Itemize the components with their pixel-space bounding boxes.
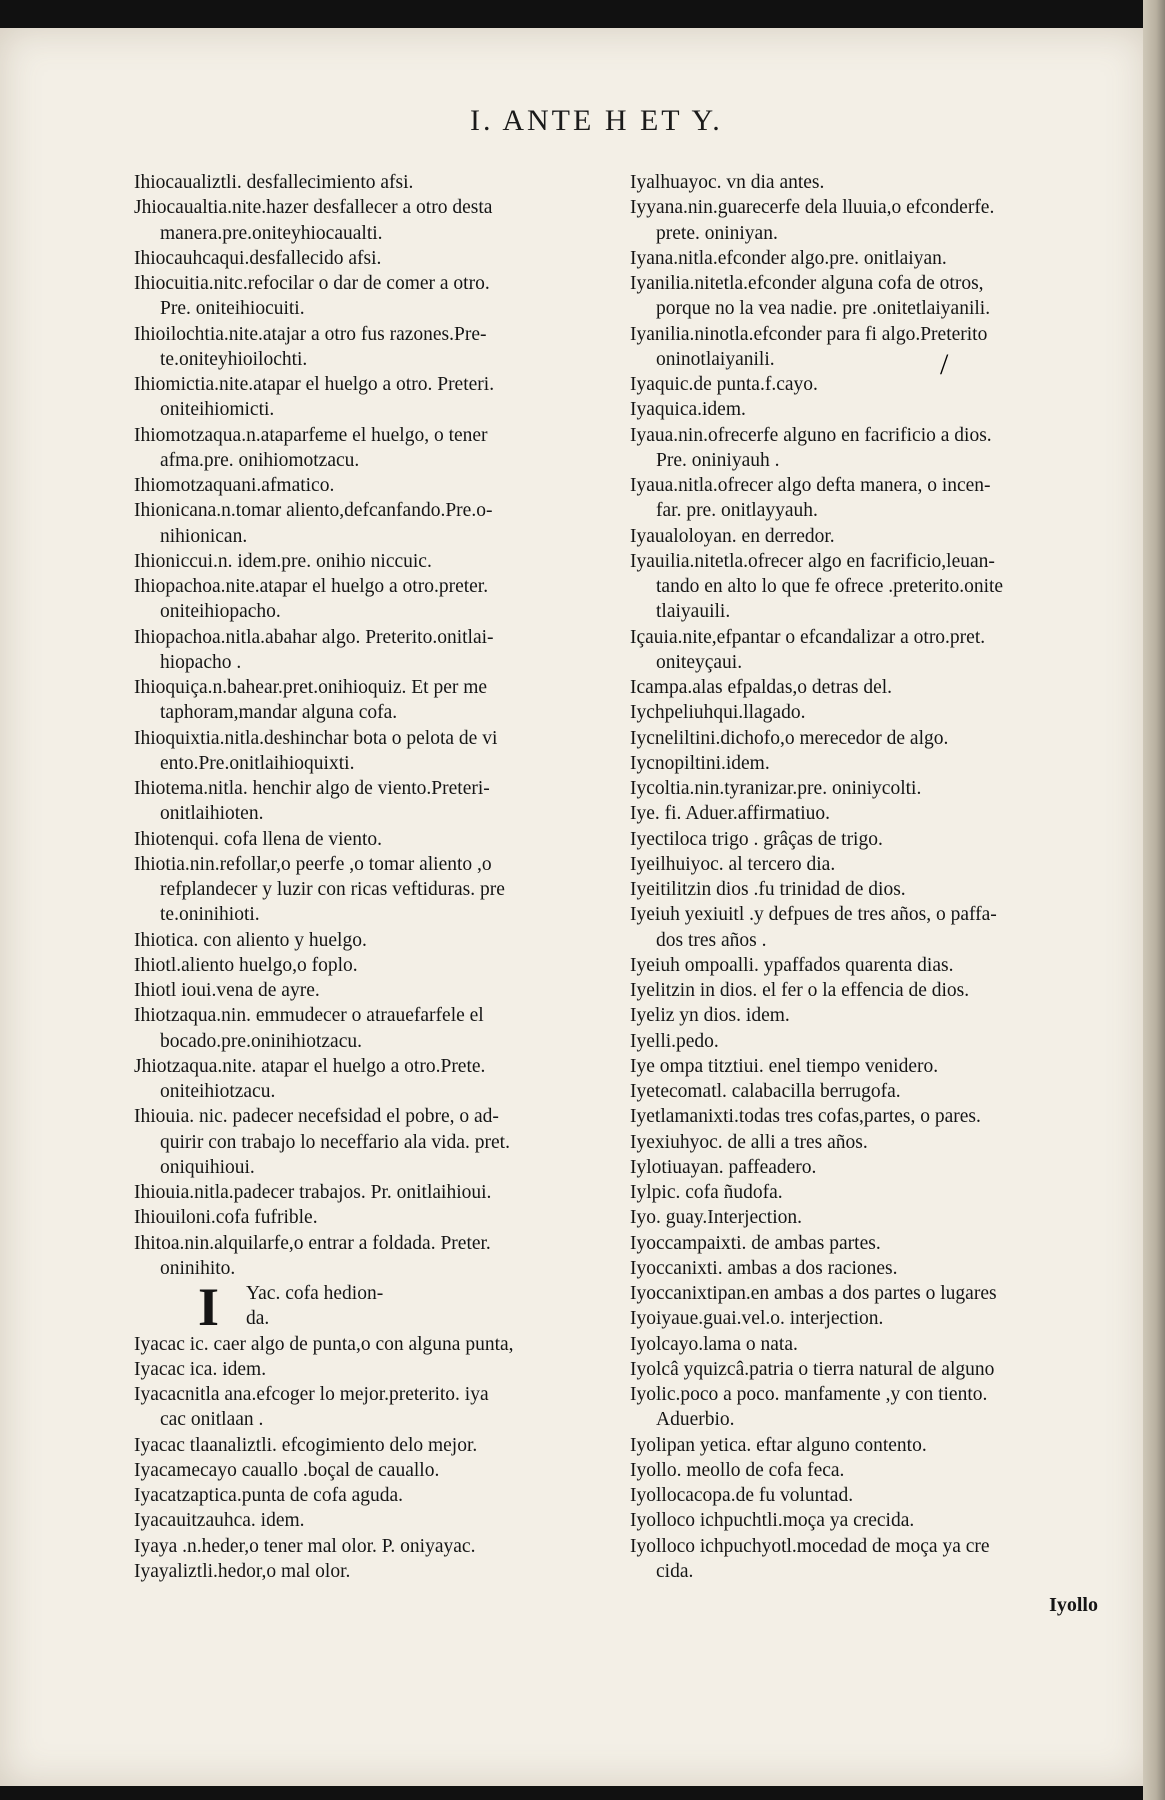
dropcap-letter: I xyxy=(198,1277,220,1337)
entry-line: Icampa.alas efpaldas,o detras del. xyxy=(630,677,893,698)
entry-line: Iychpeliuhqui.llagado. xyxy=(630,702,806,724)
entry-line: oninotlaiyanili. xyxy=(656,348,775,370)
entry-line: Ihioniccui.n. idem.pre. onihio niccuic. xyxy=(134,550,432,572)
adjacent-page-edge xyxy=(1143,0,1165,1800)
entry-line: far. pre. onitlayyauh. xyxy=(656,500,818,522)
entry-line: Iyanilia.ninotla.efconder para fi algo.Preterito xyxy=(630,323,988,345)
entry-line: oniteihiotzacu. xyxy=(160,1081,276,1102)
entry-line: Iyolcayo.lama o nata. xyxy=(630,1333,798,1355)
entry-line: Iyolipan yetica. eftar alguno contento. xyxy=(630,1434,927,1456)
entry-line: Iyaua.nin.ofrecerfe alguno en facrificio a dios. xyxy=(630,424,992,446)
entry-line: Ihiotl.aliento huelgo,o foplo. xyxy=(134,954,358,976)
entry-line: Iyelli.pedo. xyxy=(630,1030,719,1052)
entry-line: Iyacac tlaanaliztli. efcogimiento delo mejor. xyxy=(134,1434,478,1456)
entry-line: Iylpic. cofa ñudofa. xyxy=(630,1182,783,1203)
entry-line: oniteihiomicti. xyxy=(160,399,275,421)
entry-line: Ihioquiça.n.bahear.pret.onihioquiz. Et per me xyxy=(134,677,488,698)
entry-line: Ihiopachoa.nitla.abahar algo. Preterito.onitlai- xyxy=(134,626,494,648)
entry-line: nihionican. xyxy=(160,525,248,547)
entry-line: Iyollocacopa.de fu voluntad. xyxy=(630,1485,854,1506)
entry-line: Iyoiyaue.guai.vel.o. interjection. xyxy=(630,1308,884,1330)
entry-line: Ihiotl ioui.vena de ayre. xyxy=(134,980,320,1001)
entry-line: Iyyana.nin.guarecerfe dela lluuia,o efconderfe. xyxy=(630,197,995,219)
entry-line: Ihionicana.n.tomar aliento,defcanfando.Pre.o- xyxy=(134,500,493,522)
catchword: Iyollo xyxy=(1049,1593,1098,1616)
left-entries xyxy=(134,170,616,1281)
entry-line: Iyollo. meollo de cofa feca. xyxy=(630,1459,845,1481)
entry-line: Iyanilia.nitetla.efconder alguna cofa de otros, xyxy=(630,273,984,294)
entry-line: Iyoccampaixti. de ambas partes. xyxy=(630,1232,881,1254)
entry-line: Iyauilia.nitetla.ofrecer algo en facrificio,leuan- xyxy=(630,550,995,572)
entry-line: ento.Pre.onitlaihioquixti. xyxy=(160,752,355,774)
dropcap-line-1: Yac. cofa hedion- xyxy=(246,1283,384,1304)
entry-line: Iyexiuhyoc. de alli a tres años. xyxy=(630,1131,868,1153)
entry-line: oniteyçaui. xyxy=(656,651,743,673)
entry-line: Iyetecomatl. calabacilla berrugofa. xyxy=(630,1081,901,1102)
entry-line: Ihiotzaqua.nin. emmudecer o atrauefarfele el xyxy=(134,1005,484,1027)
entry-line: Iylotiuayan. paffeadero. xyxy=(630,1156,817,1178)
dropcap-entry xyxy=(134,1277,616,1337)
entry-line: Ihiomotzaqua.n.ataparfeme el huelgo, o tener xyxy=(134,424,488,446)
left-entries-after xyxy=(134,1332,616,1585)
entry-line: Iye. fi. Aduer.affirmatiuo. xyxy=(630,803,830,825)
entry-line: Ihiouia.nitla.padecer trabajos. Pr. onitlaihioui. xyxy=(134,1182,492,1203)
entry-line: Iyalhuayoc. vn dia antes. xyxy=(630,172,825,193)
entry-line: Ihiopachoa.nite.atapar el huelgo a otro.preter. xyxy=(134,576,489,597)
entry-line: Iyeitilitzin dios .fu trinidad de dios. xyxy=(630,879,906,900)
dropcap-line-2: da. xyxy=(246,1308,270,1330)
entry-line: Iyolcâ yquizcâ.patria o tierra natural de alguno xyxy=(630,1358,995,1380)
entry-line: Iyelitzin in dios. el fer o la effencia de dios. xyxy=(630,980,970,1001)
entry-line: Iycneliltini.dichofo,o merecedor de algo. xyxy=(630,727,949,749)
entry-line: prete. oniniyan. xyxy=(656,222,778,244)
entry-line: Ihiouia. nic. padecer necefsidad el pobre, o ad- xyxy=(134,1106,499,1128)
entry-line: Ihiotica. con aliento y huelgo. xyxy=(134,929,367,951)
entry-line: cac onitlaan . xyxy=(160,1409,264,1431)
entry-line: Ihioilochtia.nite.atajar a otro fus razones.Pre- xyxy=(134,323,487,345)
entry-line: Iyacac ic. caer algo de punta,o con alguna punta, xyxy=(134,1333,514,1355)
entry-line: Ihiotia.nin.refollar,o peerfe ,o tomar aliento ,o xyxy=(134,853,492,875)
entry-line: Iyayaliztli.hedor,o mal olor. xyxy=(134,1560,351,1582)
entry-line: Iye ompa titztiui. enel tiempo venidero. xyxy=(630,1055,939,1077)
entry-line: oniteihiopacho. xyxy=(160,601,281,623)
entry-line: Iyeiuh yexiuitl .y defpues de tres años, o paffa- xyxy=(630,904,997,926)
entry-line: Iyo. guay.Interjection. xyxy=(630,1207,803,1229)
entry-line: Iyaquica.idem. xyxy=(630,399,746,421)
entry-line: bocado.pre.oninihiotzacu. xyxy=(160,1030,362,1052)
entry-line: Iyoccanixti. ambas a dos raciones. xyxy=(630,1257,898,1279)
entry-line: te.oniteyhioilochti. xyxy=(160,348,308,370)
entry-line: tando en alto lo que fe ofrece .preterito.onite xyxy=(656,576,1004,597)
entry-line: Aduerbio. xyxy=(656,1409,735,1431)
entry-line: Iycoltia.nin.tyranizar.pre. oniniycolti. xyxy=(630,778,922,799)
entry-line: Iyoccanixtipan.en ambas a dos partes o lugares xyxy=(630,1283,997,1304)
entry-line: Iyacatzaptica.punta de cofa aguda. xyxy=(134,1485,404,1506)
entry-line: Iyolloco ichpuchtli.moça ya crecida. xyxy=(630,1510,915,1532)
entry-line: Iyana.nitla.efconder algo.pre. onitlaiyan. xyxy=(630,247,947,269)
entry-line: Iyacac ica. idem. xyxy=(134,1358,267,1380)
entry-line: Iyolloco ichpuchyotl.mocedad de moça ya cre xyxy=(630,1535,990,1557)
entry-line: te.oninihioti. xyxy=(160,904,260,926)
left-column xyxy=(134,170,616,1584)
entry-line: oniquihioui. xyxy=(160,1156,255,1178)
entry-line: Iycnopiltini.idem. xyxy=(630,752,770,774)
entry-line: porque no la vea nadie. pre .onitetlaiyanili. xyxy=(656,298,991,320)
entry-line: Ihiomotzaquani.afmatico. xyxy=(134,475,335,496)
entry-line: Jhiocaualtia.nite.hazer desfallecer a otro desta xyxy=(134,197,493,219)
entry-line: Ihiouiloni.cofa fufrible. xyxy=(134,1207,318,1229)
entry-line: taphoram,mandar alguna cofa. xyxy=(160,702,398,724)
entry-line: Içauia.nite,efpantar o efcandalizar a otro.pret. xyxy=(630,626,986,648)
entry-line: oninihito. xyxy=(160,1257,236,1279)
entry-line: Iyeilhuiyoc. al tercero dia. xyxy=(630,853,836,875)
entry-line: Pre. oniteihiocuiti. xyxy=(160,298,305,320)
entry-line: Iyaquic.de punta.f.cayo. xyxy=(630,374,818,395)
entry-line: Ihiotenqui. cofa llena de viento. xyxy=(134,828,382,850)
running-head: I. ANTE H ET Y. xyxy=(470,104,723,137)
entry-line: Iyolic.poco a poco. manfamente ,y con tiento. xyxy=(630,1384,988,1405)
entry-line: refplandecer y luzir con ricas veftiduras. pre xyxy=(160,879,505,900)
ink-mark: / xyxy=(940,348,949,381)
entry-line: Jhiotzaqua.nite. atapar el huelgo a otro.Prete. xyxy=(134,1055,486,1077)
entry-line: Pre. oniniyauh . xyxy=(656,449,780,471)
book-page xyxy=(0,28,1148,1786)
entry-line: onitlaihioten. xyxy=(160,803,264,825)
entry-line: Iyetlamanixti.todas tres cofas,partes, o pares. xyxy=(630,1106,981,1128)
entry-line: Iyaualoloyan. en derredor. xyxy=(630,525,835,547)
entry-line: Ihiocaualiztli. desfallecimiento afsi. xyxy=(134,172,414,193)
entry-line: Ihioquixtia.nitla.deshinchar bota o pelota de vi xyxy=(134,727,498,749)
entry-line: Iyeiuh ompoalli. ypaffados quarenta dias. xyxy=(630,954,954,976)
entry-line: Iyacamecayo cauallo .boçal de cauallo. xyxy=(134,1459,440,1481)
entry-line: Iyaya .n.heder,o tener mal olor. P. oniyayac. xyxy=(134,1535,476,1557)
entry-line: Ihiotema.nitla. henchir algo de viento.Preteri- xyxy=(134,778,490,799)
entry-line: cida. xyxy=(656,1560,694,1582)
entry-line: manera.pre.oniteyhiocaualti. xyxy=(160,222,383,244)
entry-line: afma.pre. onihiomotzacu. xyxy=(160,449,360,471)
entry-line: quirir con trabajo lo neceffario ala vida. pret. xyxy=(160,1131,510,1153)
entry-line: Iyeliz yn dios. idem. xyxy=(630,1005,790,1027)
entry-line: hiopacho . xyxy=(160,651,242,673)
entry-line: tlaiyauili. xyxy=(656,601,731,623)
entry-line: Ihiomictia.nite.atapar el huelgo a otro. Preteri. xyxy=(134,374,495,395)
entry-line: Iyacacnitla ana.efcoger lo mejor.preterito. iya xyxy=(134,1384,489,1405)
entry-line: Iyaua.nitla.ofrecer algo defta manera, o incen- xyxy=(630,475,991,496)
right-entries xyxy=(630,170,1098,1584)
entry-line: Ihiocauhcaqui.desfallecido afsi. xyxy=(134,247,382,269)
right-column xyxy=(630,170,1098,1616)
entry-line: Ihitoa.nin.alquilarfe,o entrar a foldada. Preter. xyxy=(134,1232,491,1254)
entry-line: dos tres años . xyxy=(656,929,767,951)
entry-line: Ihiocuitia.nitc.refocilar o dar de comer a otro. xyxy=(134,273,490,294)
entry-line: Iyacauitzauhca. idem. xyxy=(134,1510,305,1532)
entry-line: Iyectiloca trigo . grâças de trigo. xyxy=(630,828,883,850)
